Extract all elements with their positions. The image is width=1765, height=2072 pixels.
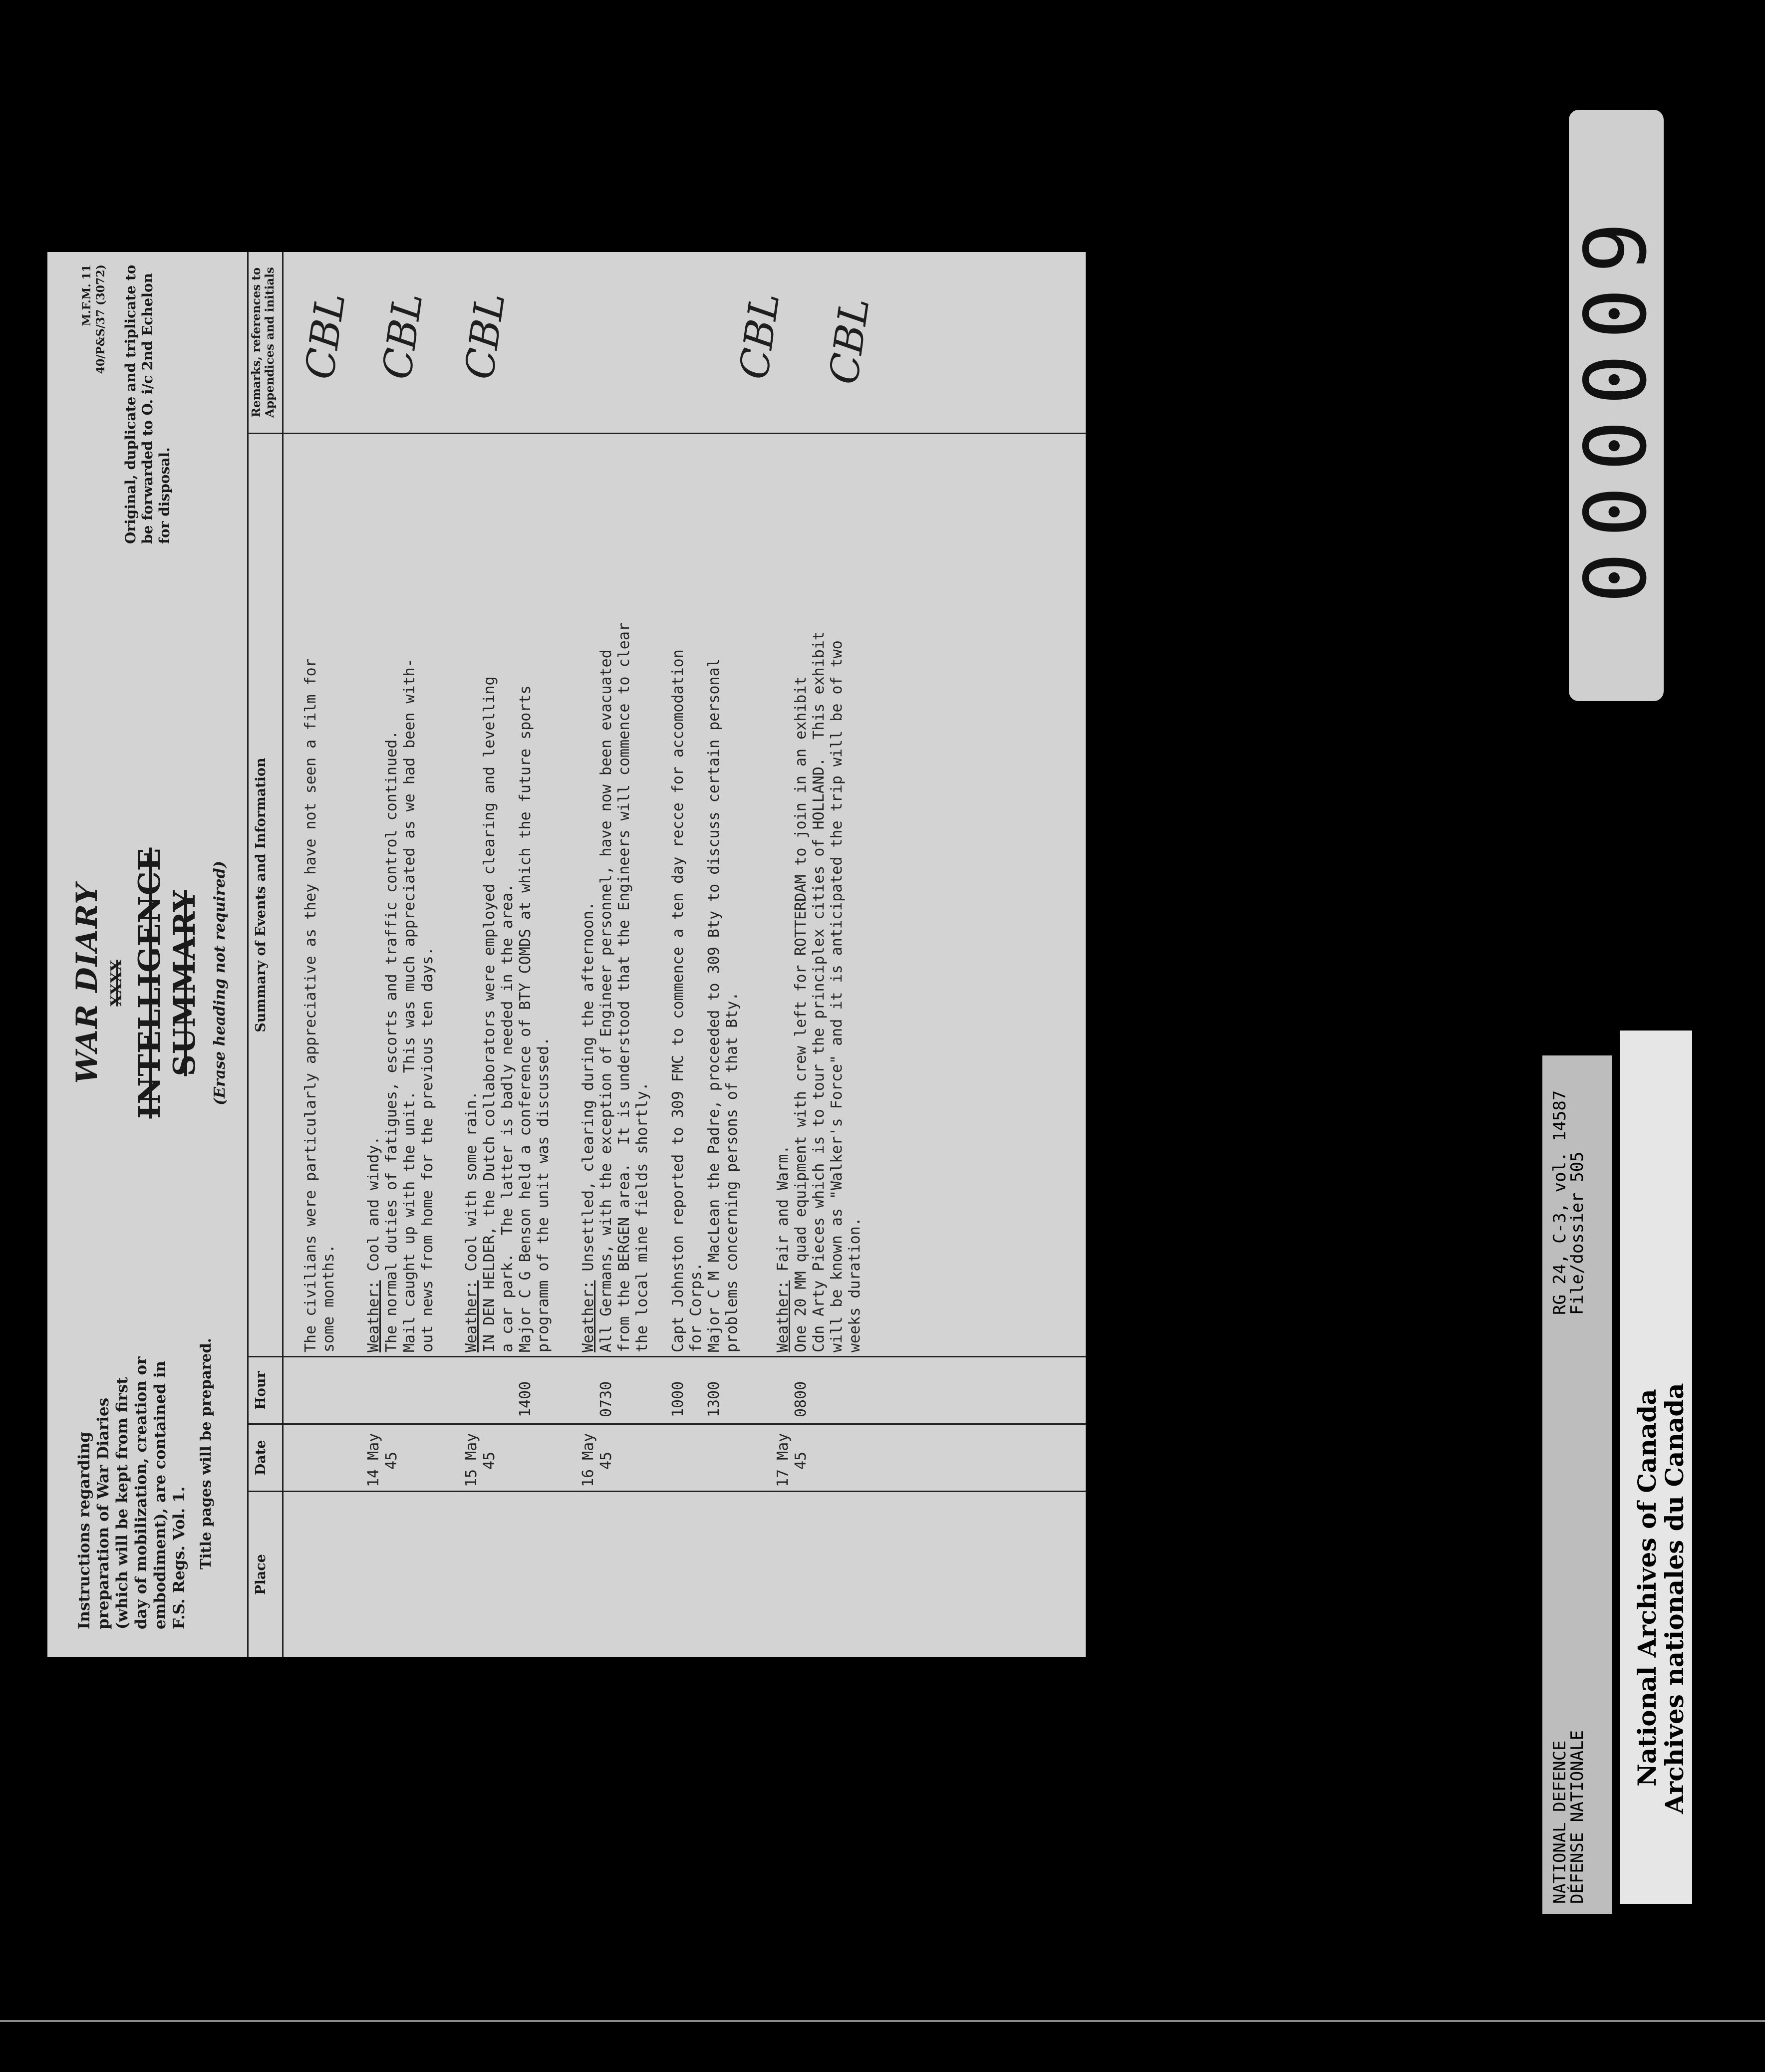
hour-summary-divider (247, 1356, 1086, 1357)
entry-2-year: 45 (481, 1451, 498, 1470)
initials-signature: CBL (456, 290, 514, 382)
entry-3-weather-line: Weather: Unsettled, clearing during the afternoon. (580, 901, 597, 1352)
disposal-note: Original, duplicate and triplicate to be forwarded to O. i/c 2nd Echelon for disposal. (122, 264, 173, 544)
table-top-rule (247, 252, 249, 1657)
file-dossier-ref: File/dossier 505 (1567, 1151, 1587, 1315)
title-block (70, 759, 229, 1208)
entry-2-line-3: a car park. The latter is badly needed in the area. (499, 883, 516, 1352)
frame-counter-label (1569, 110, 1664, 701)
entry-3-line-4: the local mine fields shortly. (633, 1082, 651, 1352)
instructions-note: Instructions regarding preparation of War Diaries (which will be kept from first day of mobilization, creation or embodiment), are contained in F.S. Regs. Vol. 1. (75, 1356, 188, 1629)
entry-3-line-7: Major C M MacLean the Padre, proceeded to 309 Bty to discuss certain personal (705, 658, 723, 1352)
struck-subtitle: INTELLIGENCE SUMMARY (132, 847, 202, 1119)
title-pages-note: Title pages will be prepared. (197, 1338, 214, 1569)
entry-3-date: 16 May (580, 1433, 597, 1487)
entry-3-line-2: All Germans, with the exception of Engineer personnel, have now been evacuated (597, 649, 615, 1352)
entry-4-line-5: weeks duration. (846, 1217, 864, 1352)
entry-1-line-3: Mail caught up with the unit. This was much appreciated as we had been with- (401, 658, 418, 1352)
entry-2-line-4: Major C G Benson held a conference of BTY COMDS at which the future sports (517, 685, 534, 1352)
war-diary-page (47, 252, 1086, 1657)
entry-2-line-2: IN DEN HELDER, the Dutch collaborators were employed clearing and levelling (481, 676, 498, 1352)
erase-heading-note: (Erase heading not required) (211, 861, 229, 1105)
form-number (80, 264, 108, 374)
form-number-line-1: M.F.M. 11 (80, 264, 93, 326)
entry-1-line-2: The normal duties of fatigues, escorts and traffic control continued. (383, 730, 400, 1352)
entry-4-line-2: One 20 MM quad equipment with crew left for ROTTERDAM to join in an exhibit (792, 676, 810, 1352)
entry-3-line-5: Capt Johnston reported to 309 FMC to commence a ten day recce for accomodation (669, 649, 687, 1352)
entry-3-hour-1: 0730 (597, 1381, 615, 1417)
place-date-divider (247, 1491, 1086, 1492)
weather-label: Weather: (580, 1280, 597, 1352)
record-group-ref: RG 24, C-3, vol. 14587 (1550, 1090, 1570, 1315)
initials-signature: CBL (730, 290, 789, 382)
entry-2-weather-line: Weather: Cool with some rain. (463, 1091, 480, 1352)
entry-0-line-1: The civilians were particularly appreciative as they have not seen a film for (302, 658, 319, 1352)
col-header-remarks: Remarks, references to Appendices and initials (250, 267, 277, 418)
entry-3-year: 45 (597, 1451, 615, 1470)
weather-label: Weather: (463, 1280, 480, 1352)
initials-signature: CBL (373, 290, 432, 382)
col-header-summary: Summary of Events and Information (253, 758, 269, 1033)
department-fr: DÉFENSE NATIONALE (1567, 1730, 1587, 1904)
initials-signature: CBL (296, 290, 354, 382)
frame-counter: 000009 (1567, 207, 1666, 604)
form-number-line-2: 40/P&S/37 (3072) (94, 264, 107, 374)
col-header-date: Date (253, 1440, 269, 1476)
entry-2-date: 15 May (463, 1433, 480, 1487)
entry-1-line-4: out news from home for the previous ten days. (419, 947, 436, 1352)
archives-name-en: National Archives of Canada (1632, 1389, 1662, 1787)
col-header-place: Place (253, 1554, 269, 1595)
entry-4-weather-line: Weather: Fair and Warm. (774, 1145, 792, 1352)
date-hour-divider (247, 1423, 1086, 1425)
entry-1-weather-line: Weather: Cool and windy. (365, 1136, 382, 1352)
summary-remarks-divider (247, 433, 1086, 434)
entry-4-hour: 0800 (792, 1381, 810, 1417)
entry-4-line-3: Cdn Arty Pieces which is to tour the principlex cities of HOLLAND. This exhibit (810, 631, 828, 1352)
entry-2-line-5: programm of the unit was discussed. (535, 1036, 552, 1352)
entry-2-hour: 1400 (517, 1381, 534, 1417)
archives-name-fr: Archives nationales du Canada (1660, 1383, 1689, 1814)
weather-label: Weather: (774, 1280, 792, 1352)
entry-0-line-2: some months. (320, 1244, 337, 1352)
entry-4-date: 17 May (774, 1433, 792, 1487)
entry-1-date: 14 May (365, 1433, 382, 1487)
department-en: NATIONAL DEFENCE (1550, 1740, 1570, 1904)
initials-signature: CBL (820, 295, 879, 387)
entry-4-line-4: will be known as "Walker's Force" and it is anticipated the trip will be of two (828, 640, 846, 1352)
weather-label: Weather: (365, 1280, 382, 1352)
archive-name-stamp (1620, 1031, 1692, 1904)
archive-reference-stamp (1542, 1055, 1612, 1914)
entry-3-line-8: problems concerning persons of that Bty. (723, 992, 741, 1352)
header-bottom-rule (282, 252, 284, 1657)
entry-1-year: 45 (383, 1451, 400, 1470)
scan-edge-line (0, 2020, 1765, 2022)
entry-3-hour-2: 1000 (669, 1381, 687, 1417)
entry-4-year: 45 (792, 1451, 810, 1470)
entry-3-line-6: for Corps. (687, 1262, 705, 1352)
struck-word: XXXX (108, 960, 125, 1007)
col-header-hour: Hour (253, 1371, 269, 1410)
diary-title: WAR DIARY (70, 882, 104, 1084)
entry-3-hour-3: 1300 (705, 1381, 723, 1417)
entry-3-line-3: from the BERGEN area. It is understood that the Engineers will commence to clear (615, 622, 633, 1352)
